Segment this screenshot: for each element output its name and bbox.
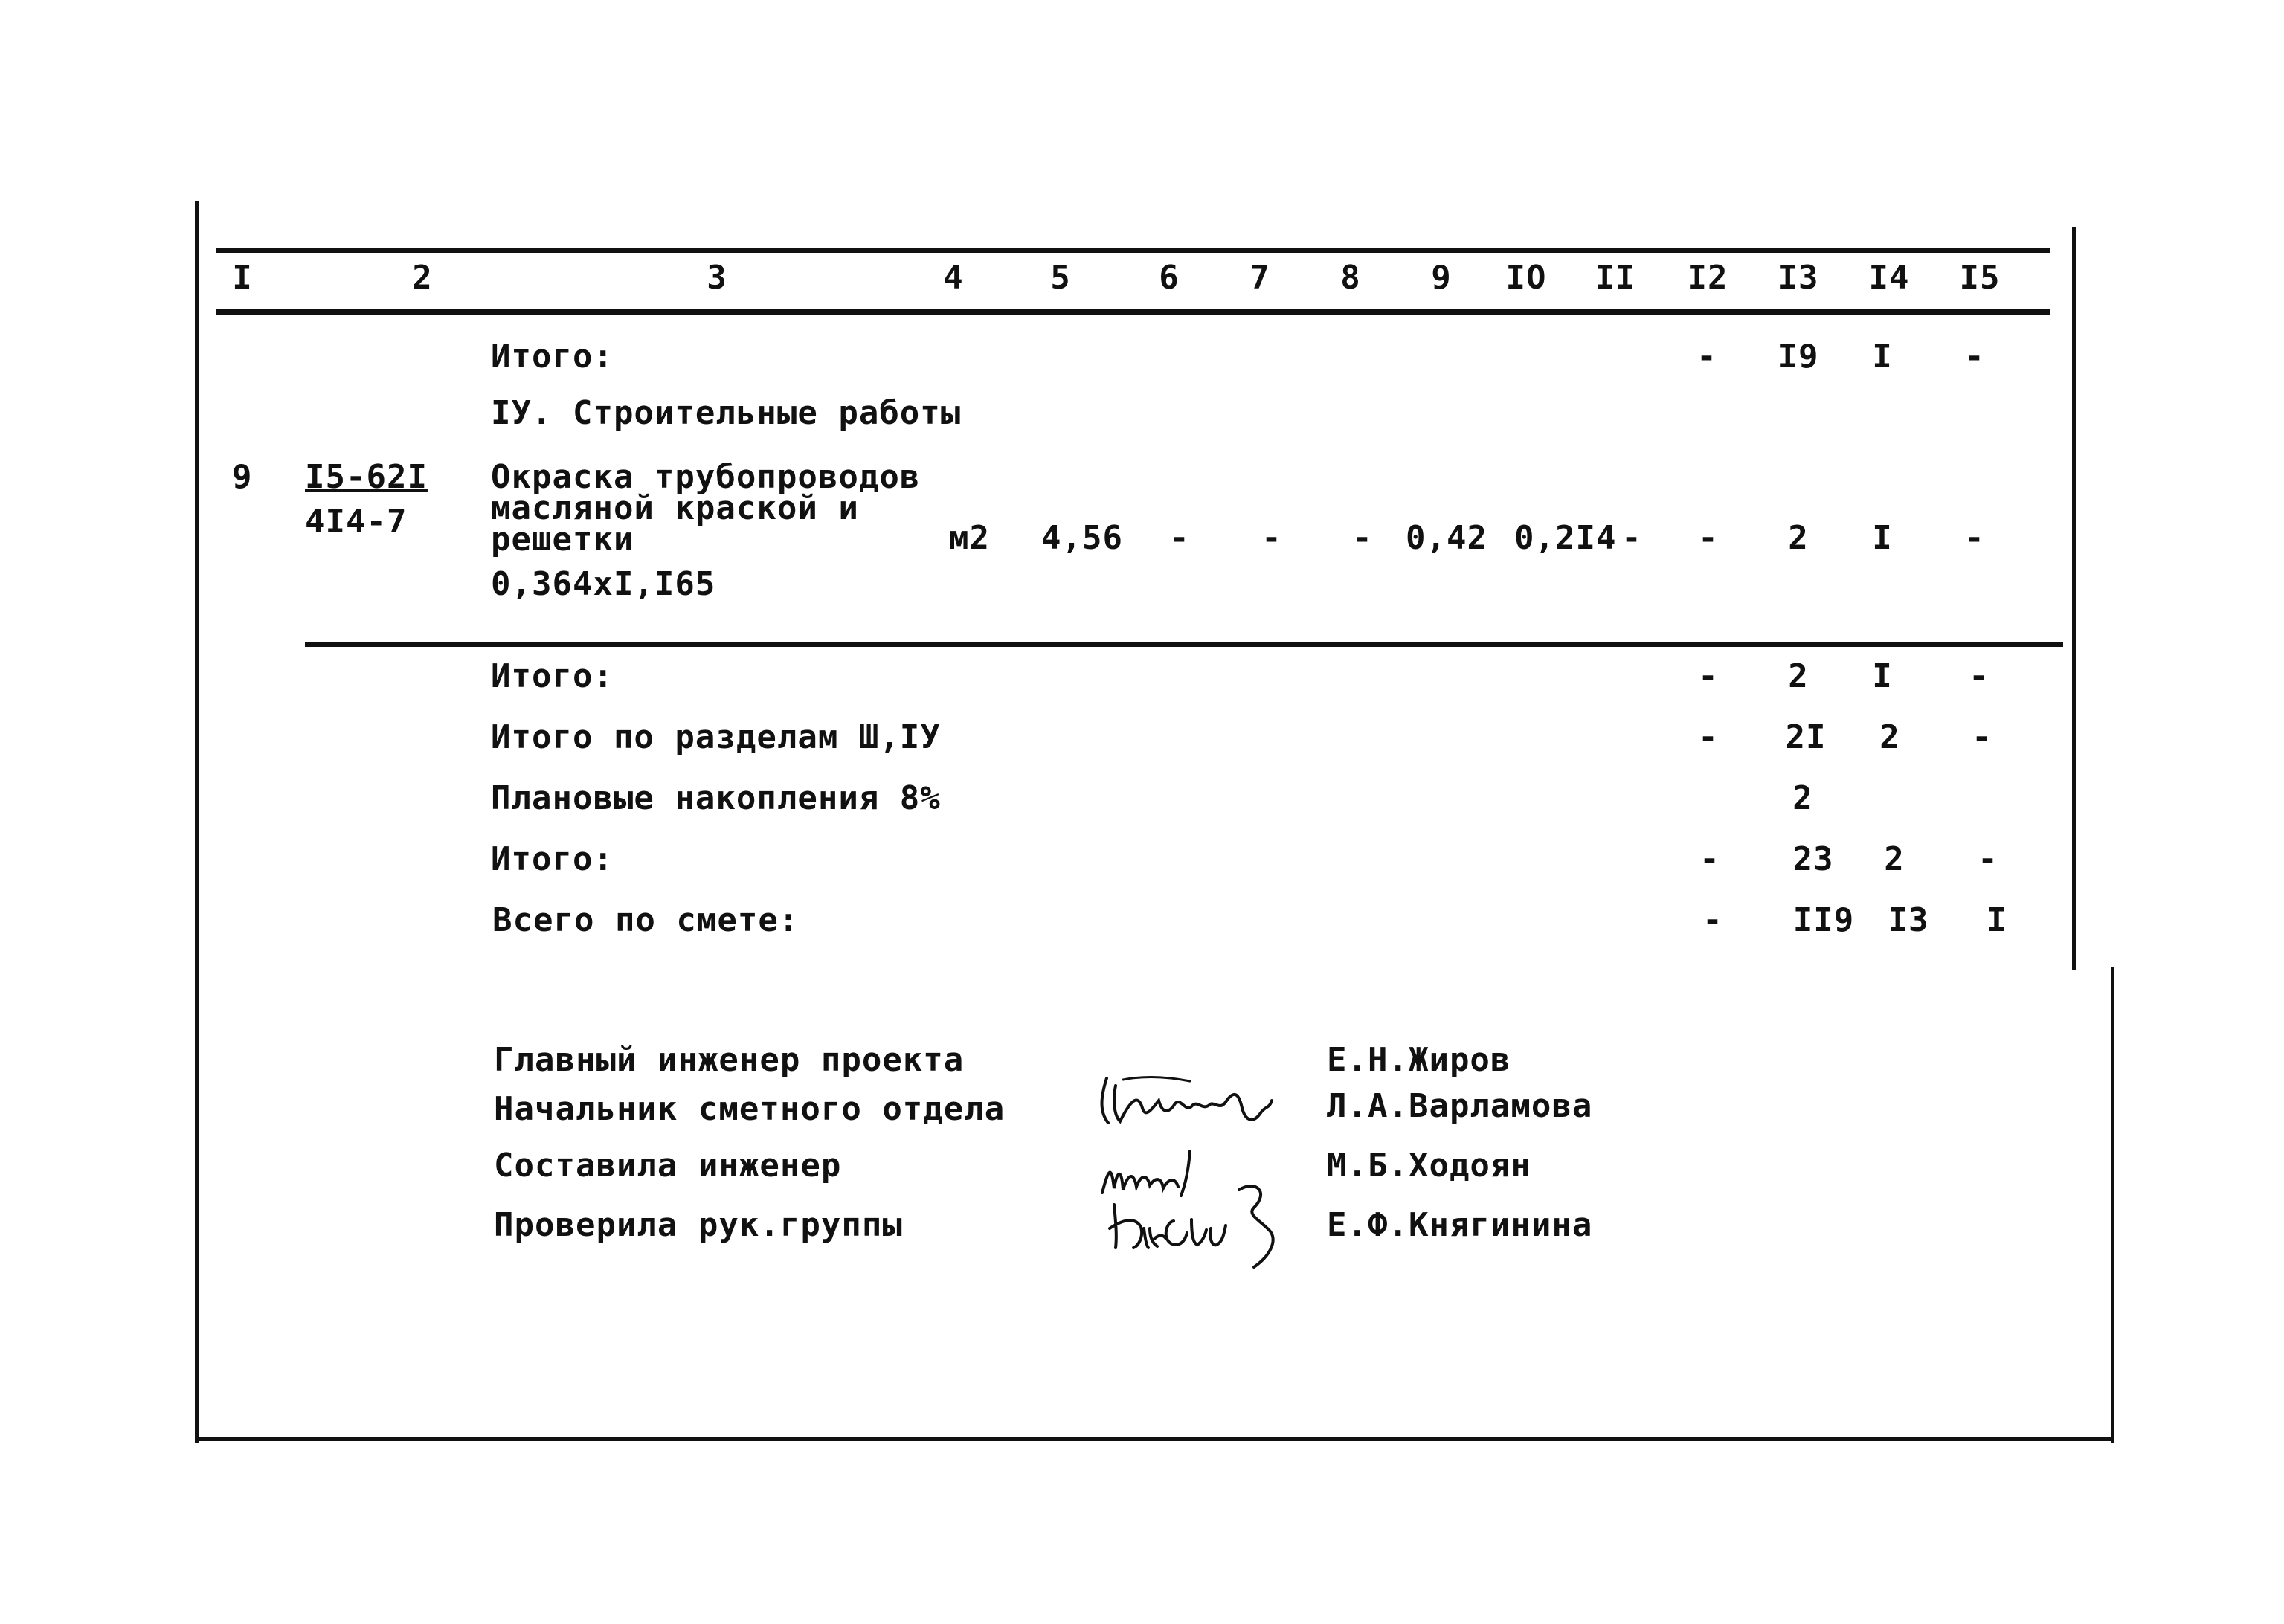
frame-left-border <box>195 201 199 1443</box>
item-formula: 0,364xI,I65 <box>491 565 716 603</box>
item-description-line1: Окраска трубопроводов <box>491 458 921 496</box>
total-col12: - <box>1696 338 1717 376</box>
col-header-1: I <box>232 259 253 297</box>
total-col15: - <box>1964 338 1985 376</box>
col-header-3: 3 <box>707 259 727 297</box>
item-col9: 0,42 <box>1406 519 1487 557</box>
frame-bottom-border <box>195 1437 2114 1441</box>
col-header-11: II <box>1595 259 1636 297</box>
totals-row-col15: I <box>1987 901 2007 939</box>
totals-row-label: Итого: <box>491 840 614 878</box>
col-header-4: 4 <box>943 259 964 297</box>
col-header-8: 8 <box>1340 259 1361 297</box>
totals-row-col14: I <box>1872 657 1893 695</box>
item-number: 9 <box>232 458 253 496</box>
handwritten-signature-1 <box>1093 1056 1279 1138</box>
item-col8: - <box>1352 519 1373 557</box>
header-bottom-rule <box>216 309 2050 315</box>
total-label: Итого: <box>491 338 614 376</box>
signature-name: Л.А.Варламова <box>1327 1087 1593 1125</box>
col-header-14: I4 <box>1868 259 1910 297</box>
totals-row-col13: 23 <box>1792 840 1834 878</box>
signature-name: Е.Ф.Княгинина <box>1327 1206 1593 1244</box>
item-code-secondary: 4I4-7 <box>305 503 408 541</box>
item-col10: 0,2I4 <box>1514 519 1617 557</box>
totals-row-col13: II9 <box>1792 901 1855 939</box>
frame-right-border-upper <box>2072 227 2076 970</box>
signature-role: Начальник сметного отдела <box>494 1090 1006 1128</box>
item-col12: - <box>1698 519 1719 557</box>
col-header-2: 2 <box>412 259 433 297</box>
totals-row-col14: 2 <box>1884 840 1905 878</box>
col-header-5: 5 <box>1050 259 1071 297</box>
item-col11: - <box>1621 519 1642 557</box>
totals-row-col12: - <box>1702 901 1723 939</box>
item-description-line3: решетки <box>491 521 634 558</box>
section-title: IУ. Строительные работы <box>491 394 962 432</box>
totals-row-col13: 2 <box>1792 779 1813 817</box>
item-quantity: 4,56 <box>1041 519 1123 557</box>
totals-row-col15: - <box>1972 718 1992 756</box>
totals-separator-rule <box>305 642 2063 647</box>
signature-name: М.Б.Ходоян <box>1327 1147 1531 1185</box>
totals-row-col12: - <box>1698 657 1719 695</box>
total-col13: I9 <box>1778 338 1819 376</box>
signature-role: Проверила рук.группы <box>494 1206 903 1244</box>
col-header-13: I3 <box>1778 259 1819 297</box>
item-col15: - <box>1964 519 1985 557</box>
item-col13: 2 <box>1788 519 1809 557</box>
item-description-line2: масляной краской и <box>491 489 859 527</box>
totals-row-label: Плановые накопления 8% <box>491 779 941 817</box>
totals-row-col13: 2 <box>1788 657 1809 695</box>
totals-row-col13: 2I <box>1785 718 1827 756</box>
totals-row-col15: - <box>1978 840 1998 878</box>
totals-row-col14: I3 <box>1888 901 1929 939</box>
col-header-6: 6 <box>1159 259 1180 297</box>
header-top-rule <box>216 248 2050 253</box>
totals-row-col12: - <box>1698 718 1719 756</box>
col-header-12: I2 <box>1687 259 1728 297</box>
col-header-7: 7 <box>1249 259 1270 297</box>
item-code-primary: I5-62I <box>305 458 428 496</box>
signature-role: Главный инженер проекта <box>494 1041 965 1079</box>
item-col14: I <box>1872 519 1893 557</box>
total-col14: I <box>1872 338 1893 376</box>
item-col7: - <box>1261 519 1282 557</box>
totals-row-col14: 2 <box>1879 718 1900 756</box>
totals-row-label: Итого по разделам Ш,IУ <box>491 718 941 756</box>
col-header-10: IO <box>1505 259 1547 297</box>
handwritten-signature-3 <box>1105 1175 1313 1272</box>
totals-row-col12: - <box>1699 840 1720 878</box>
totals-row-label: Итого: <box>491 657 614 695</box>
signature-name: Е.Н.Жиров <box>1327 1041 1511 1079</box>
col-header-15: I5 <box>1959 259 2001 297</box>
totals-row-col15: - <box>1969 657 1989 695</box>
item-col6: - <box>1169 519 1190 557</box>
frame-right-border-lower <box>2111 967 2114 1443</box>
signature-role: Составила инженер <box>494 1147 842 1185</box>
totals-row-label: Всего по смете: <box>492 901 800 939</box>
col-header-9: 9 <box>1431 259 1452 297</box>
item-unit: м2 <box>949 519 990 557</box>
